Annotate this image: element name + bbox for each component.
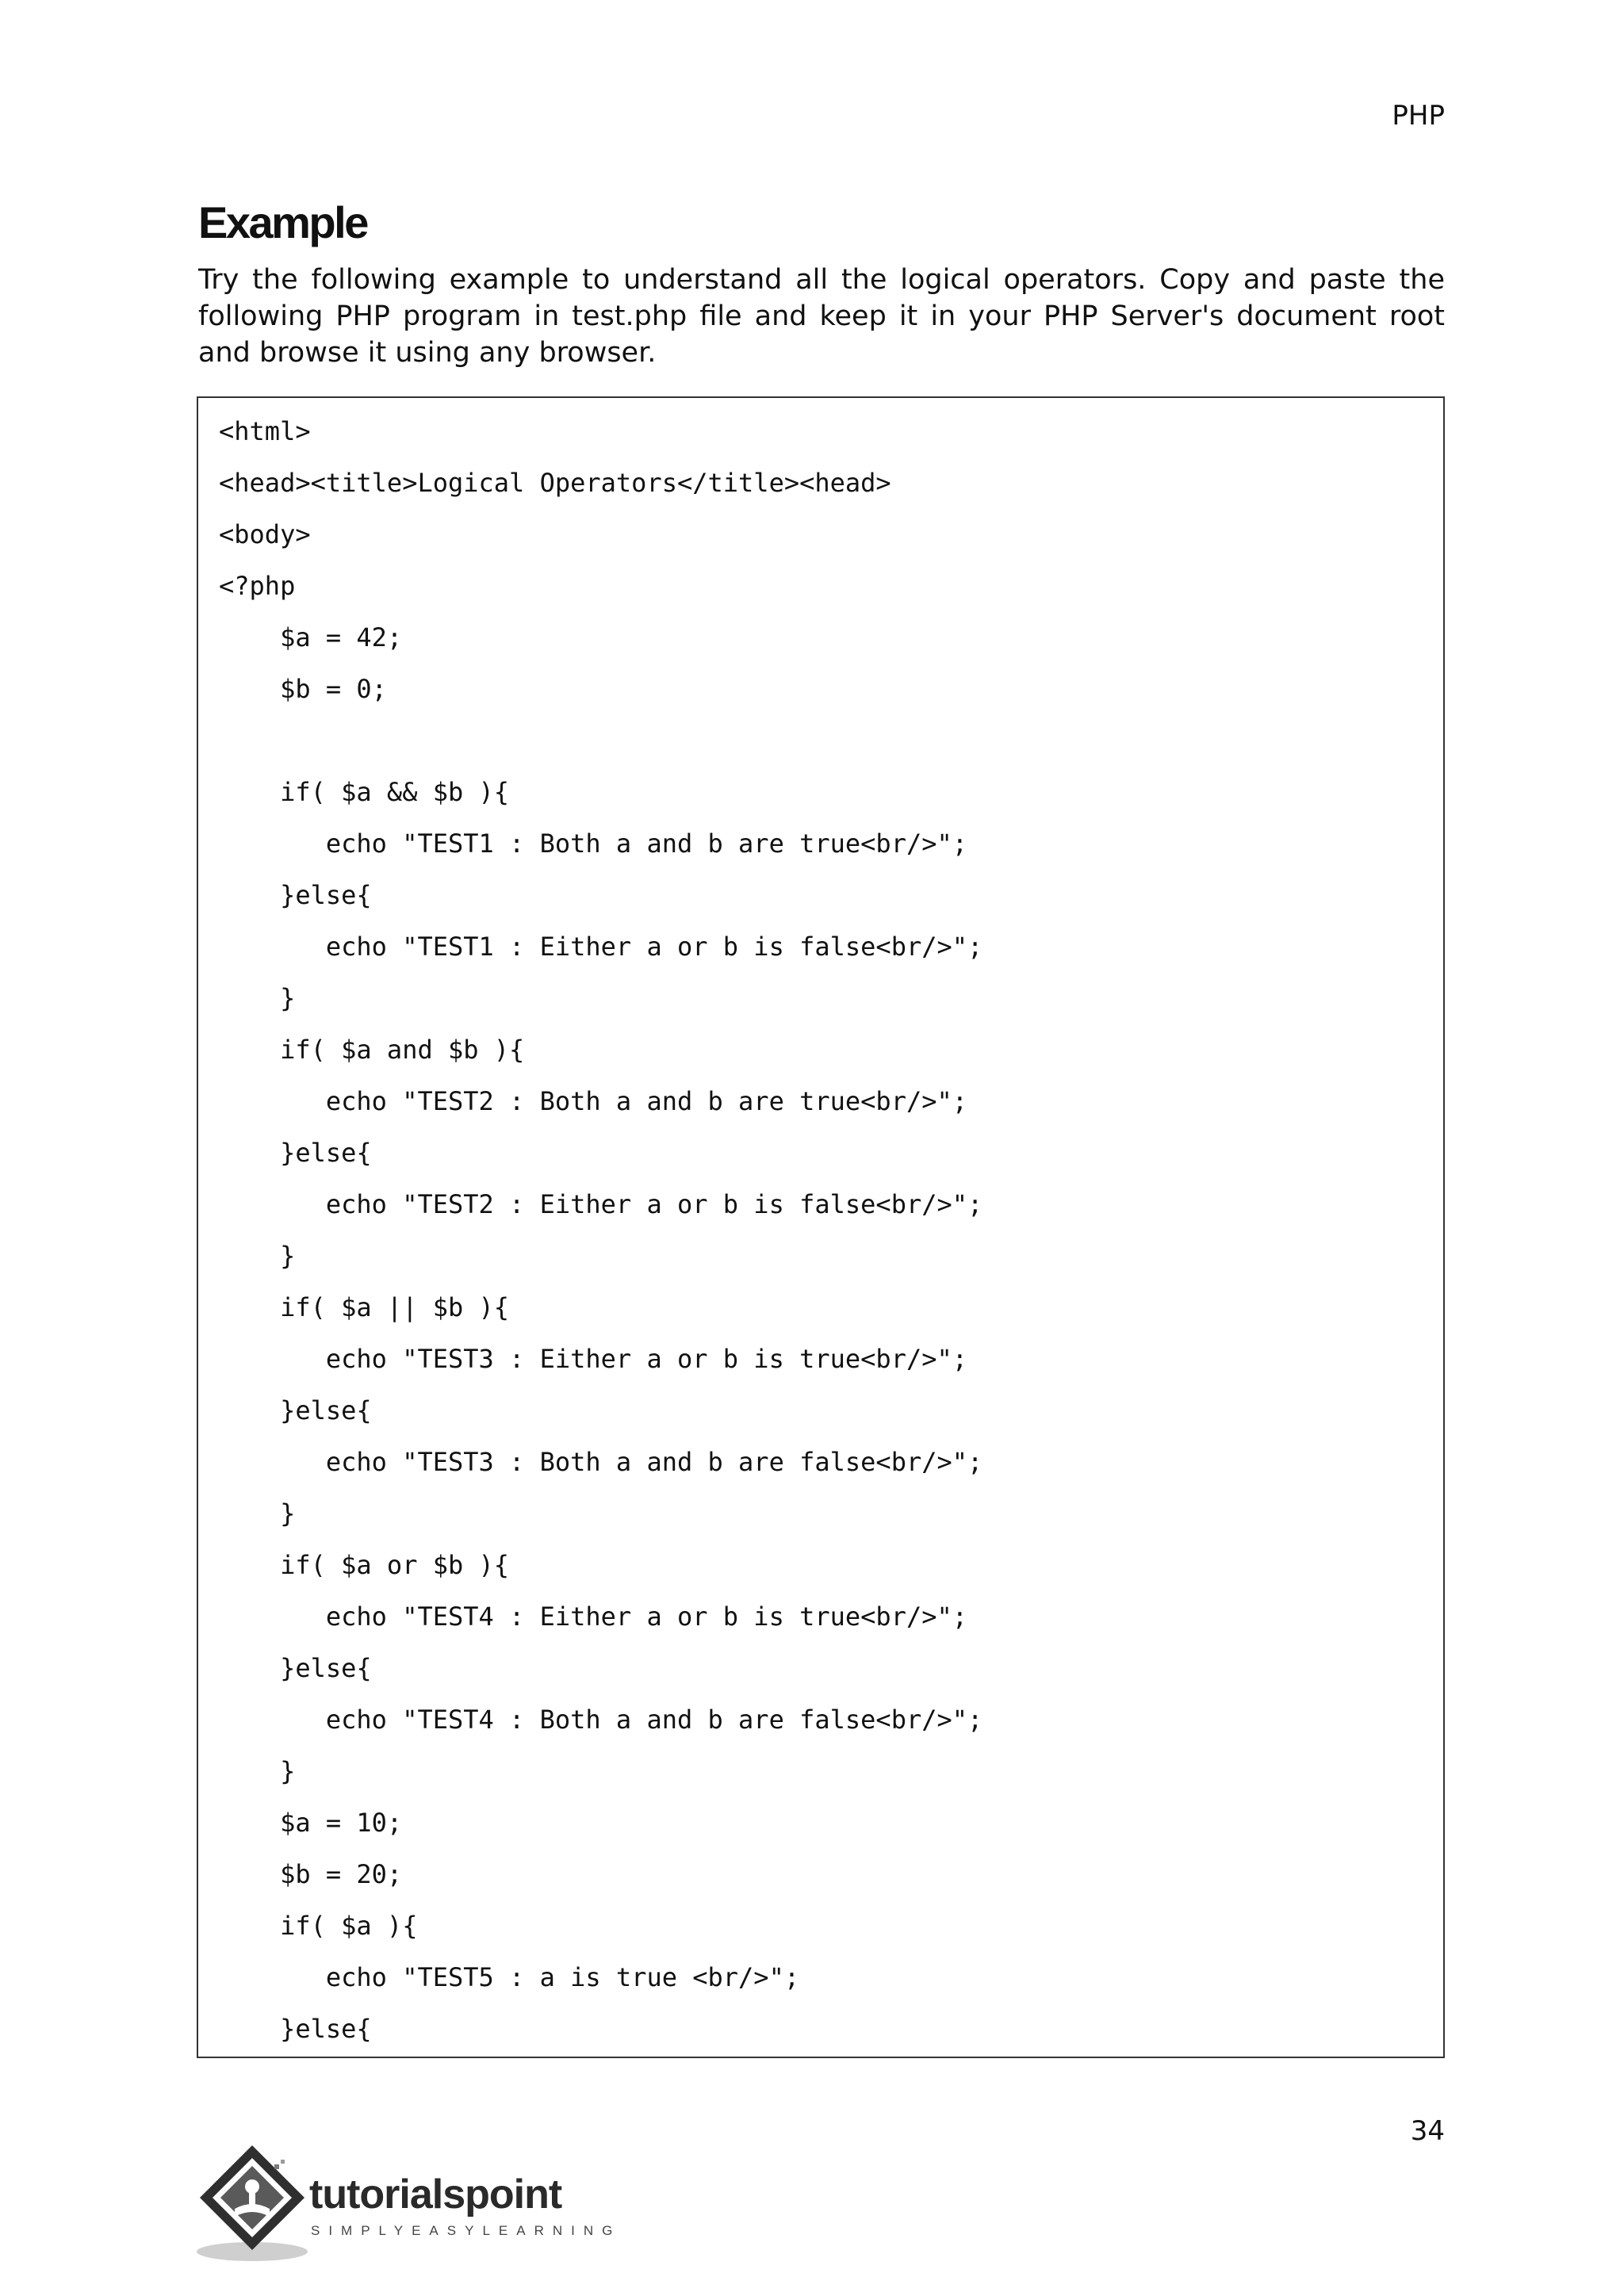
code-line: <html> [219,416,311,446]
code-line: if( $a || $b ){ [219,1292,510,1322]
code-block [197,396,1445,2058]
code-line: $b = 20; [219,1859,403,1889]
code-line: echo "TEST2 : Both a and b are true<br/>"; [219,1086,968,1116]
page-number: 34 [1410,2115,1445,2147]
running-header: PHP [1392,100,1445,132]
logo-tagline: SIMPLYEASYLEARNING [311,2223,622,2238]
code-line: echo "TEST4 : Both a and b are false<br/>"; [219,1705,983,1735]
code-line: if( $a or $b ){ [219,1550,510,1580]
code-line: }else{ [219,1138,372,1168]
code-line [219,723,982,775]
code-line: <body> [219,519,311,549]
code-line: }else{ [219,1653,372,1683]
code-line: if( $a and $b ){ [219,1035,525,1065]
code-line: echo "TEST3 : Both a and b are false<br/>"; [219,1447,983,1477]
tutorialspoint-logo [193,2141,622,2267]
code-line: } [219,983,296,1013]
code-line: $a = 10; [219,1808,403,1838]
code-line: echo "TEST5 : a is true <br/>"; [219,1962,800,1992]
code-line: if( $a ){ [219,1911,418,1941]
code-line: echo "TEST3 : Either a or b is true<br/>"; [219,1344,968,1374]
code-line: } [219,1756,296,1786]
code-line: echo "TEST1 : Either a or b is false<br/>"; [219,932,983,962]
code-line: }else{ [219,2014,372,2044]
intro-paragraph: Try the following example to understand all the logical operators. Copy and paste the following PHP program in test.php file and keep it in your PHP Server's document root and browse it using any browser. [198,264,1445,369]
code-line: echo "TEST4 : Either a or b is true<br/>"; [219,1601,968,1632]
code-line: if( $a && $b ){ [219,777,510,807]
code-lines [219,414,982,2063]
code-line: echo "TEST1 : Both a and b are true<br/>"; [219,828,968,859]
code-line: <head><title>Logical Operators</title><head> [219,468,891,498]
code-line: }else{ [219,880,372,910]
logo-mark-icon [193,2141,312,2267]
section-heading: Example [198,197,367,247]
code-line: <?php [219,571,296,601]
code-line: }else{ [219,1395,372,1425]
code-line: $a = 42; [219,622,403,652]
code-line: echo "TEST2 : Either a or b is false<br/>"; [219,1189,983,1219]
code-line: $b = 0; [219,674,387,704]
code-line: } [219,1241,296,1271]
code-line: } [219,1498,296,1529]
logo-wordmark: tutorialspoint [309,2172,562,2218]
